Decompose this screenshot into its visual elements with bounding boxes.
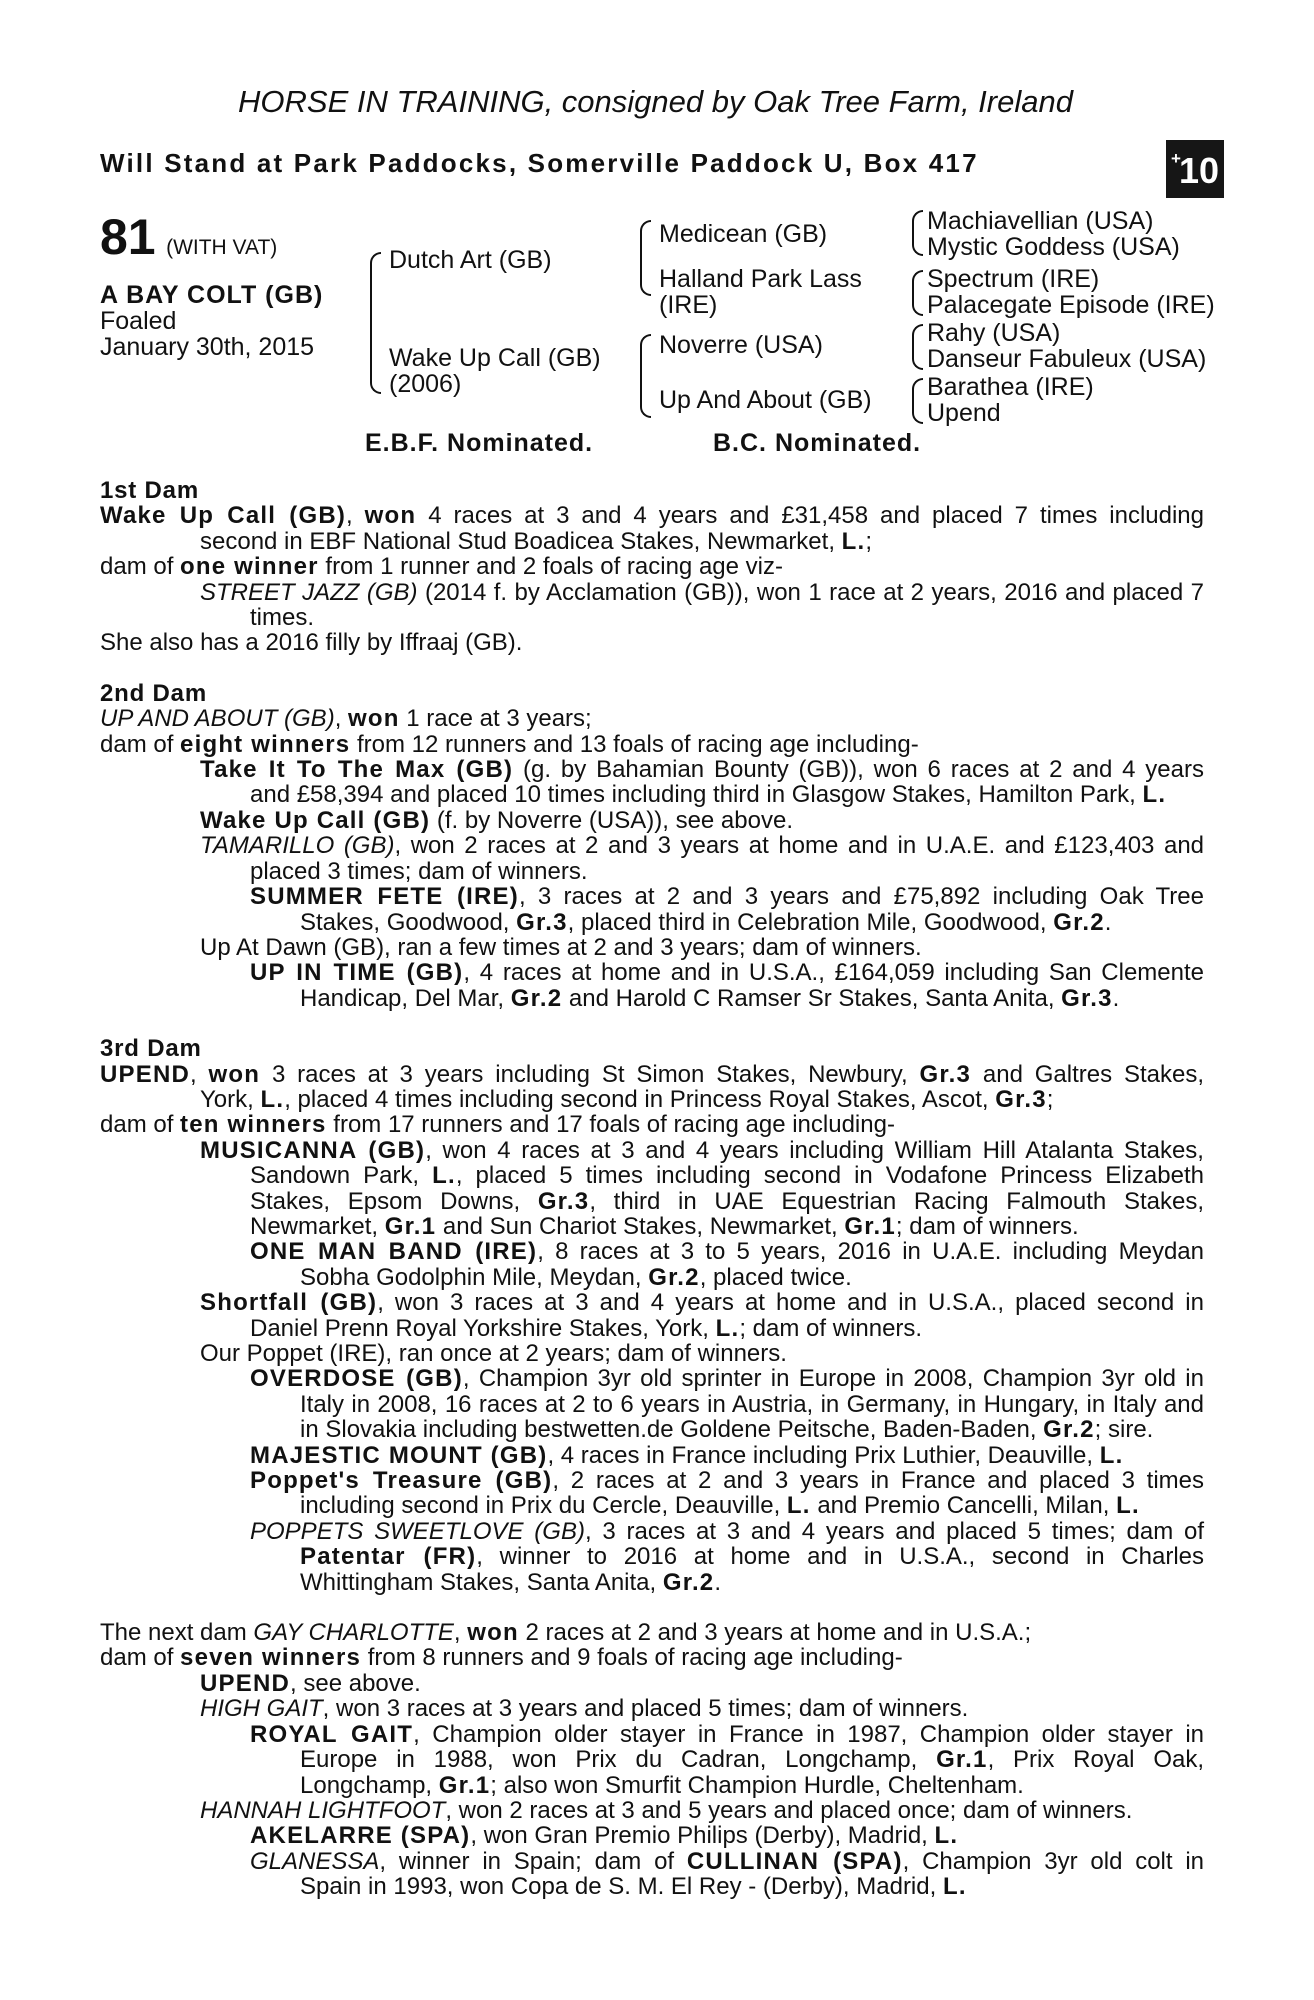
pedigree-text-line bbox=[100, 1493, 1204, 1518]
pedigree-text-line bbox=[100, 1570, 1204, 1595]
text-run: , 4 races at home and in U.S.A., £164,059 including San Clemente bbox=[463, 959, 1204, 987]
text-run: and Galtres Stakes, bbox=[971, 1060, 1204, 1088]
section-heading: 3rd Dam bbox=[100, 1035, 202, 1063]
dam-section bbox=[100, 681, 1204, 1011]
pedigree-ggp-5: Rahy (USA) bbox=[927, 319, 1061, 347]
text-run: 4 races at 3 and 4 years and £31,458 and placed 7 times including bbox=[416, 502, 1205, 530]
pedigree-sire-dam: Halland Park Lass bbox=[659, 265, 862, 293]
text-run: ; also won Smurfit Champion Hurdle, Cheltenham. bbox=[490, 1771, 1024, 1799]
bold-text: L. bbox=[841, 527, 866, 555]
bold-text: L. bbox=[1099, 1441, 1124, 1469]
pedigree-text-line bbox=[100, 1138, 1204, 1163]
text-run: , placed third in Celebration Mile, Goodwood, bbox=[567, 908, 1054, 936]
pedigree-ggp-6: Danseur Fabuleux (USA) bbox=[927, 345, 1207, 373]
pedigree-text-line bbox=[100, 1290, 1204, 1315]
text-run: Longchamp, bbox=[300, 1771, 439, 1799]
pedigree-bracket-ggp-1 bbox=[912, 210, 923, 256]
text-run: , won 2 races at 2 and 3 years at home and in U.A.E. and £123,403 and bbox=[394, 832, 1205, 860]
text-run: , third in UAE Equestrian Racing Falmouth Stakes, bbox=[589, 1187, 1204, 1215]
text-run: placed 3 times; dam of winners. bbox=[250, 857, 588, 885]
pedigree-text-line bbox=[100, 1773, 1204, 1798]
pedigree-text-line bbox=[100, 706, 1204, 731]
bold-text: Gr.3 bbox=[1061, 984, 1113, 1012]
catalogue-body bbox=[100, 478, 1204, 1900]
text-run: ; dam of winners. bbox=[739, 1314, 923, 1342]
text-run: Up At Dawn (GB), ran a few times at 2 and 3 years; dam of winners. bbox=[200, 933, 922, 961]
pedigree-text-line bbox=[100, 808, 1204, 833]
pedigree-text-line bbox=[100, 986, 1204, 1011]
dam-section bbox=[100, 478, 1204, 656]
text-run: , won 4 races at 3 and 4 years including William Hill Atalanta Stakes, bbox=[425, 1136, 1204, 1164]
text-run: . bbox=[1104, 908, 1112, 936]
text-run: 1 race at 3 years; bbox=[399, 705, 592, 733]
pedigree-text-line bbox=[100, 1722, 1204, 1747]
pedigree-text-line bbox=[100, 1366, 1204, 1391]
text-run: , placed twice. bbox=[699, 1263, 852, 1291]
pedigree-text-line bbox=[100, 529, 1204, 554]
pedigree-text-line bbox=[100, 1798, 1204, 1823]
text-run: and Harold C Ramser Sr Stakes, Santa Anita, bbox=[562, 984, 1062, 1012]
pedigree-text-line bbox=[100, 960, 1204, 985]
pedigree-dam-year: (2006) bbox=[389, 370, 462, 398]
text-run: , see above. bbox=[290, 1669, 421, 1697]
pedigree-text-line bbox=[100, 630, 1204, 655]
bold-text: Shortfall (GB) bbox=[200, 1289, 378, 1317]
pedigree-text-line bbox=[100, 1341, 1204, 1366]
text-run: , 2 races at 2 and 3 years in France and placed 3 times bbox=[552, 1467, 1204, 1495]
text-run: dam of bbox=[100, 1644, 181, 1672]
text-run: Stakes, Goodwood, bbox=[300, 908, 517, 936]
bold-text: L. bbox=[786, 1492, 811, 1520]
bold-text: Gr.2 bbox=[1043, 1416, 1095, 1444]
ebf-nominated: E.B.F. Nominated. bbox=[365, 429, 594, 457]
text-run: The next dam bbox=[100, 1619, 254, 1647]
bold-text: Gr.1 bbox=[384, 1212, 437, 1240]
bold-text: L. bbox=[934, 1822, 959, 1850]
pedigree-text-line bbox=[100, 910, 1204, 935]
pedigree-text-line bbox=[100, 757, 1204, 782]
bold-text: Poppet's Treasure (GB) bbox=[250, 1467, 553, 1495]
text-run: , won 3 races at 3 and 4 years at home and in U.S.A., placed second in bbox=[377, 1289, 1204, 1317]
pedigree-text-line bbox=[100, 1849, 1204, 1874]
text-run: Sobha Godolphin Mile, Meydan, bbox=[300, 1263, 649, 1291]
bold-text: Patentar (FR) bbox=[300, 1543, 477, 1571]
italic-text: HANNAH LIGHTFOOT bbox=[200, 1796, 446, 1824]
text-run: , bbox=[346, 502, 365, 530]
pedigree-text-line bbox=[100, 1696, 1204, 1721]
pedigree-ggp-3: Spectrum (IRE) bbox=[927, 265, 1100, 293]
bold-text: Gr.2 bbox=[510, 984, 563, 1012]
pedigree-bracket-dam bbox=[640, 334, 651, 418]
bold-text: SUMMER FETE (IRE) bbox=[250, 883, 519, 911]
italic-text: HIGH GAIT bbox=[200, 1695, 323, 1723]
text-run: and Premio Cancelli, Milan, bbox=[810, 1492, 1117, 1520]
text-run: ; dam of winners. bbox=[895, 1212, 1079, 1240]
text-run: ; sire. bbox=[1094, 1416, 1154, 1444]
text-run: She also has a 2016 filly by Iffraaj (GB). bbox=[100, 629, 523, 657]
pedigree-text-line bbox=[100, 732, 1204, 757]
section-heading: 2nd Dam bbox=[100, 679, 207, 707]
pedigree-bracket-ggp-3 bbox=[912, 324, 923, 370]
pedigree-bracket-parents bbox=[370, 252, 381, 394]
foaled-date: January 30th, 2015 bbox=[100, 333, 315, 361]
italic-text: UP AND ABOUT (GB) bbox=[100, 705, 335, 733]
lot-number: 81 bbox=[100, 209, 156, 265]
dam-section bbox=[100, 1620, 1204, 1899]
text-run: 3 races at 3 years including St Simon Stakes, Newbury, bbox=[260, 1060, 920, 1088]
bold-text: AKELARRE (SPA) bbox=[250, 1822, 471, 1850]
text-run: Sandown Park, bbox=[250, 1162, 433, 1190]
pedigree-text-line bbox=[100, 1468, 1204, 1493]
pedigree-bracket-ggp-4 bbox=[912, 378, 923, 424]
bold-text: Take It To The Max (GB) bbox=[200, 756, 514, 784]
bold-text: won bbox=[348, 705, 400, 733]
text-run: dam of bbox=[100, 553, 181, 581]
page-badge bbox=[1166, 140, 1224, 198]
lot-description: A BAY COLT (GB) bbox=[100, 281, 324, 309]
pedigree-ggp-7: Barathea (IRE) bbox=[927, 373, 1094, 401]
bold-text: Gr.2 bbox=[1053, 908, 1105, 936]
pedigree-dam-sire: Noverre (USA) bbox=[659, 331, 823, 359]
text-run: , bbox=[453, 1619, 468, 1647]
pedigree-text-line bbox=[100, 1671, 1204, 1696]
pedigree-text-line bbox=[100, 1417, 1204, 1442]
pedigree-text-line bbox=[100, 605, 1204, 630]
pedigree-text-line bbox=[100, 1645, 1204, 1670]
bold-text: Gr.3 bbox=[919, 1060, 972, 1088]
pedigree-text-line bbox=[100, 1823, 1204, 1848]
text-run: , bbox=[334, 705, 349, 733]
bold-text: L. bbox=[1142, 781, 1167, 809]
pedigree-dam: Wake Up Call (GB) bbox=[389, 344, 601, 372]
page-title: HORSE IN TRAINING, consigned by Oak Tree Farm, Ireland bbox=[238, 84, 1073, 119]
bold-text: MUSICANNA (GB) bbox=[200, 1136, 426, 1164]
pedigree-text-line bbox=[100, 1087, 1204, 1112]
text-run: dam of bbox=[100, 730, 181, 758]
text-run: (g. by Bahamian Bounty (GB)), won 6 races at 2 and 4 years bbox=[513, 756, 1204, 784]
text-run: , won 3 races at 3 years and placed 5 times; dam of winners. bbox=[322, 1695, 969, 1723]
pedigree-sire-dam-country: (IRE) bbox=[659, 291, 718, 319]
bold-text: OVERDOSE (GB) bbox=[250, 1365, 463, 1393]
pedigree-text-line bbox=[100, 1214, 1204, 1239]
pedigree-text-line bbox=[100, 859, 1204, 884]
bold-text: ten winners bbox=[180, 1111, 327, 1139]
pedigree-ggp-8: Upend bbox=[927, 399, 1001, 427]
italic-text: TAMARILLO (GB) bbox=[200, 832, 395, 860]
text-run: Whittingham Stakes, Santa Anita, bbox=[300, 1568, 663, 1596]
bold-text: won bbox=[208, 1060, 261, 1088]
bold-text: UPEND bbox=[200, 1669, 291, 1697]
text-run: Europe in 1988, won Prix du Cadran, Longchamp, bbox=[300, 1746, 937, 1774]
pedigree-text-line bbox=[100, 935, 1204, 960]
text-run: from 1 runner and 2 foals of racing age viz- bbox=[318, 553, 783, 581]
pedigree-text-line bbox=[100, 1874, 1204, 1899]
pedigree-bracket-ggp-2 bbox=[912, 270, 923, 316]
text-run: Our Poppet (IRE), ran once at 2 years; dam of winners. bbox=[200, 1340, 787, 1367]
bold-text: Gr.2 bbox=[662, 1568, 715, 1596]
pedigree-bracket-sire bbox=[640, 220, 651, 296]
text-run: , Prix Royal Oak, bbox=[987, 1746, 1205, 1774]
pedigree-text-line bbox=[100, 1519, 1204, 1544]
text-run: times. bbox=[250, 604, 315, 632]
text-run: , placed 4 times including second in Princess Royal Stakes, Ascot, bbox=[284, 1085, 996, 1113]
pedigree-text-line bbox=[100, 1392, 1204, 1417]
text-run: , 3 races at 2 and 3 years and £75,892 including Oak Tree bbox=[518, 883, 1204, 911]
badge-plus: + bbox=[1171, 149, 1181, 168]
pedigree-text-line bbox=[100, 1163, 1204, 1188]
pedigree-text-line bbox=[100, 1239, 1204, 1264]
bold-text: Gr.3 bbox=[995, 1085, 1047, 1113]
pedigree-ggp-2: Mystic Goddess (USA) bbox=[927, 233, 1180, 261]
text-run: in Slovakia including bestwetten.de Goldene Peitsche, Baden-Baden, bbox=[300, 1416, 1044, 1444]
text-run: and £58,394 and placed 10 times including third in Glasgow Stakes, Hamilton Park, bbox=[250, 781, 1143, 809]
bold-text: Wake Up Call (GB) bbox=[200, 806, 431, 834]
bold-text: ONE MAN BAND (IRE) bbox=[250, 1238, 538, 1266]
pedigree-text-line bbox=[100, 1316, 1204, 1341]
text-run: second in EBF National Stud Boadicea Stakes, Newmarket, bbox=[200, 527, 842, 555]
pedigree-ggp-1: Machiavellian (USA) bbox=[927, 207, 1154, 235]
bold-text: Gr.1 bbox=[438, 1771, 491, 1799]
italic-text: STREET JAZZ (GB) bbox=[200, 578, 418, 606]
pedigree-text-line bbox=[100, 554, 1204, 579]
text-run: , 4 races in France including Prix Luthier, Deauville, bbox=[547, 1441, 1100, 1469]
text-run: , Champion 3yr old colt in bbox=[902, 1847, 1205, 1875]
bold-text: L. bbox=[432, 1162, 456, 1190]
text-run: , won 2 races at 3 and 5 years and placed once; dam of winners. bbox=[445, 1796, 1133, 1824]
italic-text: GLANESSA bbox=[250, 1847, 380, 1875]
bold-text: L. bbox=[1116, 1492, 1140, 1520]
text-run: 2 races at 2 and 3 years at home and in U.S.A.; bbox=[518, 1619, 1032, 1647]
pedigree-text-line bbox=[100, 1265, 1204, 1290]
pedigree-dam-dam: Up And About (GB) bbox=[659, 386, 872, 414]
text-run: , 8 races at 3 to 5 years, 2016 in U.A.E. including Meydan bbox=[537, 1238, 1204, 1266]
bold-text: one winner bbox=[180, 553, 319, 581]
bold-text: eight winners bbox=[180, 730, 351, 758]
pedigree-ggp-4: Palacegate Episode (IRE) bbox=[927, 291, 1215, 319]
text-run: , winner in Spain; dam of bbox=[379, 1847, 687, 1875]
bold-text: Gr.2 bbox=[648, 1263, 700, 1291]
pedigree-text-line bbox=[100, 1112, 1204, 1137]
lot-heading bbox=[100, 209, 278, 265]
section-heading: 1st Dam bbox=[100, 477, 199, 504]
bold-text: won bbox=[364, 502, 417, 530]
text-run: from 12 runners and 13 foals of racing age including- bbox=[350, 730, 919, 758]
badge-number: 10 bbox=[1178, 150, 1219, 191]
pedigree-text-line bbox=[100, 503, 1204, 528]
text-run: , bbox=[190, 1060, 209, 1088]
pedigree-text-line bbox=[100, 1189, 1204, 1214]
stand-location: Will Stand at Park Paddocks, Somerville Paddock U, Box 417 bbox=[100, 148, 979, 178]
text-run: York, bbox=[200, 1085, 261, 1113]
text-run: , winner to 2016 at home and in U.S.A., second in Charles bbox=[476, 1543, 1205, 1571]
text-run: , Champion older stayer in France in 1987, Champion older stayer in bbox=[413, 1720, 1205, 1748]
text-run: (2014 f. by Acclamation (GB)), won 1 race at 2 years, 2016 and placed 7 bbox=[417, 578, 1205, 606]
bold-text: UPEND bbox=[100, 1060, 191, 1088]
text-run: from 17 runners and 17 foals of racing age including- bbox=[326, 1111, 895, 1139]
text-run: . bbox=[714, 1568, 722, 1596]
pedigree-text-line bbox=[100, 884, 1204, 909]
text-run: ; bbox=[1046, 1085, 1054, 1113]
text-run: ; bbox=[865, 527, 873, 555]
dam-section bbox=[100, 1036, 1204, 1595]
bold-text: Gr.1 bbox=[844, 1212, 896, 1240]
bold-text: Gr.3 bbox=[516, 908, 568, 936]
lot-vat: (WITH VAT) bbox=[166, 236, 278, 259]
bold-text: L. bbox=[260, 1085, 285, 1113]
pedigree-sire-sire: Medicean (GB) bbox=[659, 220, 828, 248]
text-run: , won Gran Premio Philips (Derby), Madrid, bbox=[470, 1822, 935, 1850]
bold-text: Gr.3 bbox=[537, 1187, 590, 1215]
pedigree-text-line bbox=[100, 1062, 1204, 1087]
text-run: Spain in 1993, won Copa de S. M. El Rey - (Derby), Madrid, bbox=[300, 1873, 943, 1901]
text-run: and Sun Chariot Stakes, Newmarket, bbox=[436, 1212, 845, 1240]
text-run: (f. by Noverre (USA)), see above. bbox=[430, 806, 793, 834]
bold-text: ROYAL GAIT bbox=[250, 1720, 414, 1748]
bold-text: Gr.1 bbox=[936, 1746, 988, 1774]
pedigree-text-line bbox=[100, 1747, 1204, 1772]
pedigree-sire: Dutch Art (GB) bbox=[389, 246, 552, 274]
bold-text: CULLINAN (SPA) bbox=[686, 1847, 903, 1875]
italic-text: GAY CHARLOTTE bbox=[253, 1619, 454, 1647]
pedigree-text-line bbox=[100, 1443, 1204, 1468]
text-run: , placed 5 times including second in Vodafone Princess Elizabeth bbox=[455, 1162, 1204, 1190]
text-run: from 8 runners and 9 foals of racing age including- bbox=[361, 1644, 903, 1672]
text-run: dam of bbox=[100, 1111, 181, 1139]
text-run: Daniel Prenn Royal Yorkshire Stakes, York, bbox=[250, 1314, 716, 1342]
text-run: Italy in 2008, 16 races at 2 to 6 years in Austria, in Germany, in Hungary, in Italy and bbox=[300, 1390, 1204, 1418]
bold-text: L. bbox=[715, 1314, 740, 1342]
text-run: . bbox=[1112, 984, 1120, 1012]
text-run: Handicap, Del Mar, bbox=[300, 984, 511, 1012]
text-run: , 3 races at 3 and 4 years and placed 5 times; dam of bbox=[584, 1517, 1205, 1545]
text-run: including second in Prix du Cercle, Deauville, bbox=[300, 1492, 787, 1520]
foaled-label: Foaled bbox=[100, 307, 177, 335]
italic-text: POPPETS SWEETLOVE (GB) bbox=[250, 1517, 585, 1545]
text-run: Newmarket, bbox=[250, 1212, 385, 1240]
pedigree-text-line bbox=[100, 1620, 1204, 1645]
pedigree-text-line bbox=[100, 1544, 1204, 1569]
bold-text: Wake Up Call (GB) bbox=[100, 502, 347, 530]
pedigree-text-line bbox=[100, 580, 1204, 605]
bold-text: seven winners bbox=[180, 1644, 362, 1672]
bc-nominated: B.C. Nominated. bbox=[713, 429, 922, 457]
bold-text: won bbox=[467, 1619, 519, 1647]
bold-text: MAJESTIC MOUNT (GB) bbox=[250, 1441, 548, 1469]
bold-text: UP IN TIME (GB) bbox=[250, 959, 464, 987]
pedigree-text-line bbox=[100, 782, 1204, 807]
text-run: Stakes, Epsom Downs, bbox=[250, 1187, 538, 1215]
text-run: , Champion 3yr old sprinter in Europe in 2008, Champion 3yr old in bbox=[462, 1365, 1204, 1393]
bold-text: L. bbox=[942, 1873, 967, 1901]
pedigree-text-line bbox=[100, 833, 1204, 858]
